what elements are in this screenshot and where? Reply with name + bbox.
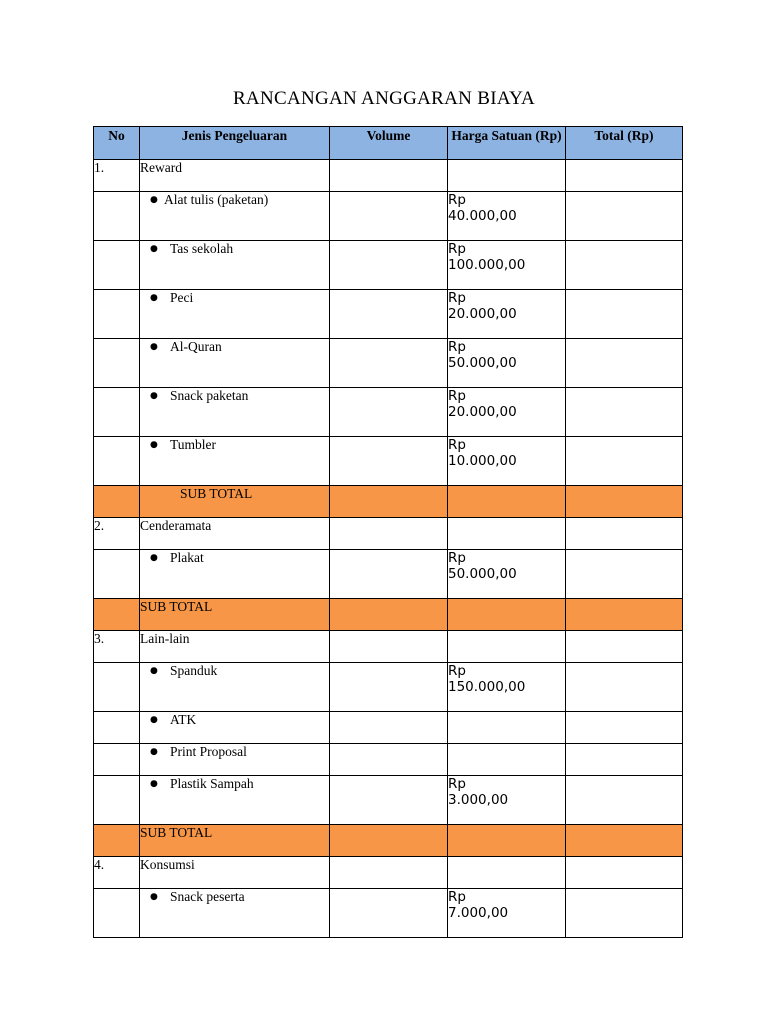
total-cell (566, 776, 683, 825)
price-value: 7.000,00 (448, 905, 509, 921)
total-cell (566, 486, 683, 518)
section-row (94, 160, 683, 192)
item-label (140, 339, 330, 388)
volume-cell (330, 744, 448, 776)
section-label: Konsumsi (140, 857, 330, 889)
subtotal-row (94, 825, 683, 857)
row-number (94, 388, 140, 437)
bullet-icon: ● (150, 779, 158, 789)
bullet-icon: ● (150, 391, 158, 401)
price-value: 10.000,00 (448, 453, 517, 469)
price-value: 3.000,00 (448, 792, 509, 808)
item-label (140, 776, 330, 825)
table-row (94, 889, 683, 938)
row-number (94, 339, 140, 388)
total-cell (566, 744, 683, 776)
item-text: Peci (170, 290, 194, 305)
header-no: No (94, 127, 140, 160)
document-title: RANCANGAN ANGGARAN BIAYA (232, 88, 536, 109)
bullet-icon: ● (150, 553, 158, 563)
price-value: 150.000,00 (448, 679, 526, 695)
item-text: Print Proposal (170, 744, 247, 759)
item-text: Tas sekolah (170, 241, 234, 256)
price-cell (448, 889, 566, 938)
price-cell (448, 712, 566, 744)
price-cell (448, 663, 566, 712)
currency-label: Rp (448, 437, 466, 453)
table-row (94, 776, 683, 825)
currency-label: Rp (448, 550, 466, 566)
table-row (94, 663, 683, 712)
row-number (94, 486, 140, 518)
item-label (140, 241, 330, 290)
subtotal-label: SUB TOTAL (140, 486, 330, 518)
item-label (140, 192, 330, 241)
subtotal-row (94, 486, 683, 518)
volume-cell (330, 599, 448, 631)
bullet-icon: ● (150, 892, 158, 902)
total-cell (566, 518, 683, 550)
volume-cell (330, 825, 448, 857)
table-row (94, 388, 683, 437)
total-cell (566, 339, 683, 388)
total-cell (566, 241, 683, 290)
item-label (140, 290, 330, 339)
price-cell (448, 599, 566, 631)
bullet-icon: ● (150, 747, 158, 757)
item-text: Alat tulis (paketan) (164, 192, 269, 207)
total-cell (566, 712, 683, 744)
header-jenis-pengeluaran: Jenis Pengeluaran (140, 127, 330, 160)
total-cell (566, 437, 683, 486)
table-row (94, 241, 683, 290)
bullet-icon: ● (150, 195, 158, 205)
section-row (94, 631, 683, 663)
volume-cell (330, 290, 448, 339)
price-value: 100.000,00 (448, 257, 526, 273)
volume-cell (330, 388, 448, 437)
table-row (94, 712, 683, 744)
volume-cell (330, 857, 448, 889)
total-cell (566, 160, 683, 192)
currency-label: Rp (448, 192, 466, 208)
item-text: Tumbler (170, 437, 217, 452)
header-volume: Volume (330, 127, 448, 160)
total-cell (566, 599, 683, 631)
volume-cell (330, 437, 448, 486)
price-cell (448, 437, 566, 486)
section-row (94, 857, 683, 889)
row-number (94, 599, 140, 631)
budget-table (93, 126, 683, 938)
volume-cell (330, 160, 448, 192)
item-text: Plastik Sampah (170, 776, 254, 791)
price-cell (448, 518, 566, 550)
total-cell (566, 825, 683, 857)
volume-cell (330, 889, 448, 938)
subtotal-label: SUB TOTAL (140, 825, 330, 857)
price-value: 20.000,00 (448, 306, 517, 322)
item-label (140, 388, 330, 437)
price-value: 40.000,00 (448, 208, 517, 224)
row-number (94, 241, 140, 290)
price-cell (448, 290, 566, 339)
bullet-icon: ● (150, 666, 158, 676)
price-cell (448, 825, 566, 857)
volume-cell (330, 712, 448, 744)
price-cell (448, 631, 566, 663)
subtotal-row (94, 599, 683, 631)
volume-cell (330, 486, 448, 518)
bullet-icon: ● (150, 342, 158, 352)
table-header-row (94, 127, 683, 160)
volume-cell (330, 631, 448, 663)
currency-label: Rp (448, 388, 466, 404)
row-number (94, 825, 140, 857)
total-cell (566, 290, 683, 339)
row-number (94, 550, 140, 599)
row-number (94, 744, 140, 776)
total-cell (566, 857, 683, 889)
bullet-icon: ● (150, 440, 158, 450)
table-row (94, 437, 683, 486)
volume-cell (330, 776, 448, 825)
price-value: 20.000,00 (448, 404, 517, 420)
item-label (140, 744, 330, 776)
row-number (94, 712, 140, 744)
subtotal-label: SUB TOTAL (140, 599, 330, 631)
bullet-icon: ● (150, 293, 158, 303)
row-number: 1. (94, 160, 140, 192)
currency-label: Rp (448, 889, 466, 905)
item-text: Plakat (170, 550, 204, 565)
table-row (94, 744, 683, 776)
header-harga-satuan: Harga Satuan (Rp) (448, 127, 566, 160)
row-number: 3. (94, 631, 140, 663)
volume-cell (330, 518, 448, 550)
item-label (140, 550, 330, 599)
price-cell (448, 776, 566, 825)
currency-label: Rp (448, 241, 466, 257)
row-number (94, 192, 140, 241)
section-row (94, 518, 683, 550)
price-cell (448, 241, 566, 290)
section-label: Cenderamata (140, 518, 330, 550)
total-cell (566, 388, 683, 437)
item-text: Snack peserta (170, 889, 245, 904)
table-row (94, 192, 683, 241)
table-row (94, 339, 683, 388)
total-cell (566, 889, 683, 938)
bullet-icon: ● (150, 244, 158, 254)
total-cell (566, 192, 683, 241)
price-value: 50.000,00 (448, 355, 517, 371)
section-label: Lain-lain (140, 631, 330, 663)
item-text: Al-Quran (170, 339, 222, 354)
table-row (94, 290, 683, 339)
item-label (140, 712, 330, 744)
volume-cell (330, 192, 448, 241)
price-cell (448, 486, 566, 518)
price-cell (448, 550, 566, 599)
currency-label: Rp (448, 290, 466, 306)
item-text: Spanduk (170, 663, 218, 678)
table-row (94, 550, 683, 599)
header-total: Total (Rp) (566, 127, 683, 160)
volume-cell (330, 663, 448, 712)
row-number (94, 663, 140, 712)
price-cell (448, 744, 566, 776)
item-label (140, 663, 330, 712)
item-text: ATK (170, 712, 197, 727)
price-value: 50.000,00 (448, 566, 517, 582)
section-label: Reward (140, 160, 330, 192)
volume-cell (330, 241, 448, 290)
item-text: Snack paketan (170, 388, 249, 403)
volume-cell (330, 550, 448, 599)
total-cell (566, 663, 683, 712)
price-cell (448, 339, 566, 388)
row-number: 4. (94, 857, 140, 889)
row-number (94, 437, 140, 486)
currency-label: Rp (448, 339, 466, 355)
total-cell (566, 631, 683, 663)
volume-cell (330, 339, 448, 388)
row-number (94, 290, 140, 339)
row-number (94, 889, 140, 938)
currency-label: Rp (448, 776, 466, 792)
bullet-icon: ● (150, 715, 158, 725)
row-number (94, 776, 140, 825)
item-label (140, 889, 330, 938)
total-cell (566, 550, 683, 599)
currency-label: Rp (448, 663, 466, 679)
price-cell (448, 388, 566, 437)
item-label (140, 437, 330, 486)
row-number: 2. (94, 518, 140, 550)
price-cell (448, 857, 566, 889)
price-cell (448, 160, 566, 192)
price-cell (448, 192, 566, 241)
